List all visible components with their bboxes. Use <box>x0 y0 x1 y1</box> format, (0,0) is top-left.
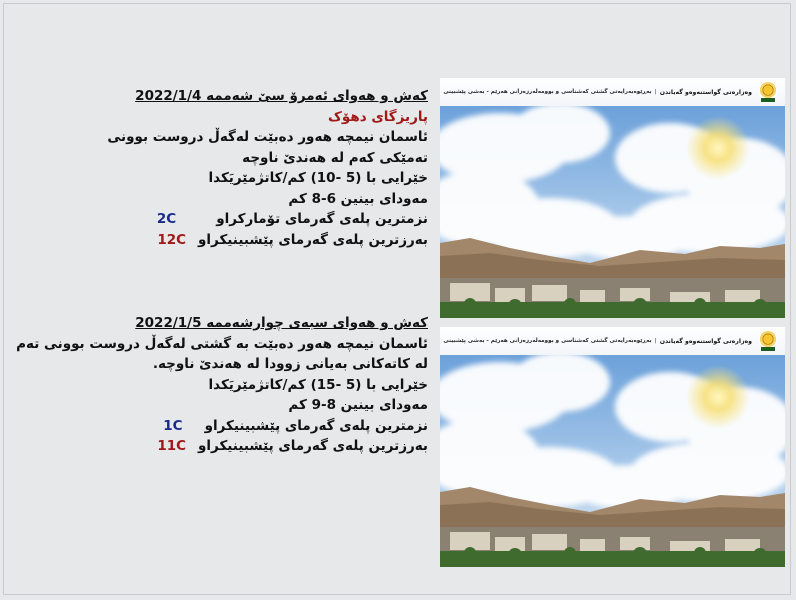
location-label: پاریزگای دهۆک <box>328 108 428 125</box>
sky-condition: ئاسمان نیمچە هەور دەبێت بە گشتی لەگەڵ دروست بوونی تەم <box>16 335 428 352</box>
max-temperature-label: بەرزترین پلەی گەرمای پێشبینیکراو <box>198 231 428 248</box>
wind-speed: خێرایی با (5 -10) کم/کاتژمێریَکدا <box>208 170 428 186</box>
forecast-tomorrow <box>16 313 428 457</box>
max-temperature-row <box>100 230 428 251</box>
max-temperature-row <box>100 436 428 457</box>
forecast-today <box>100 86 428 250</box>
ministry-name: وەزارەتی گواستنەوەو گەیاندن <box>659 88 752 96</box>
min-temperature-value: 1C <box>163 417 183 434</box>
visibility: مەودای بینین 6-8 کم <box>288 190 428 207</box>
min-temperature-value: 2C <box>156 211 177 227</box>
max-temperature-value: 11C <box>157 438 187 454</box>
sky-condition-cont: لە کاتەکانی بەیانی زوودا لە هەندێ ناوچە. <box>152 356 428 372</box>
wind-speed: خێرایی با (5 -15) کم/کاتژمێریَکدا <box>208 376 428 393</box>
sky-landscape-image <box>440 327 785 567</box>
min-temperature-row <box>100 416 428 437</box>
forecast-heading: کەش و هەوای ئەمرۆ سێ شەممە 2022/1/4 <box>135 88 428 104</box>
department-name: بەڕێوەبەرایەتی گشتی کەشناسی و بوومەلەرزەزانی هەرێم - بەشی پێشبینی <box>443 338 652 344</box>
kurdistan-emblem-icon <box>756 81 780 103</box>
weather-photo <box>440 327 785 567</box>
photo-banner: وەزارەتی گواستنەوەو گەیاندن | بەڕێوەبەرایەتی گشتی کەشناسی و بوومەلەرزەزانی هەرێم - بەشی پێشبینی <box>440 327 785 355</box>
visibility: مەودای بینین 8-9 کم <box>288 397 428 413</box>
ministry-name: وەزارەتی گواستنەوەو گەیاندن <box>659 337 752 345</box>
photo-banner: وەزارەتی گواستنەوەو گەیاندن | بەڕێوەبەرایەتی گشتی کەشناسی و بوومەلەرزەزانی هەرێم - بەشی پێشبینی <box>440 78 785 106</box>
max-temperature-label: بەرزترین پلەی گەرمای پێشبینیکراو <box>198 438 428 454</box>
max-temperature-value: 12C <box>157 231 187 248</box>
min-temperature-row <box>100 209 428 230</box>
min-temperature-label: نزمترین پلەی گەرمای پێشبینیکراو <box>204 417 428 434</box>
kurdistan-emblem-icon <box>756 330 780 352</box>
department-name: بەڕێوەبەرایەتی گشتی کەشناسی و بوومەلەرزەزانی هەرێم - بەشی پێشبینی <box>443 89 652 95</box>
forecast-heading: کەش و هەوای سبەی چوارشەممە 2022/1/5 <box>135 315 428 331</box>
sky-condition-cont: تەمێکی کەم لە هەندێ ناوچە <box>242 149 428 166</box>
sky-landscape-image <box>440 78 785 318</box>
sky-condition: ئاسمان نیمچە هەور دەبێت لەگەڵ دروست بوونی <box>107 129 428 145</box>
min-temperature-label: نزمترین پلەی گەرمای تۆمارکراو <box>216 211 428 227</box>
weather-photo <box>440 78 785 318</box>
